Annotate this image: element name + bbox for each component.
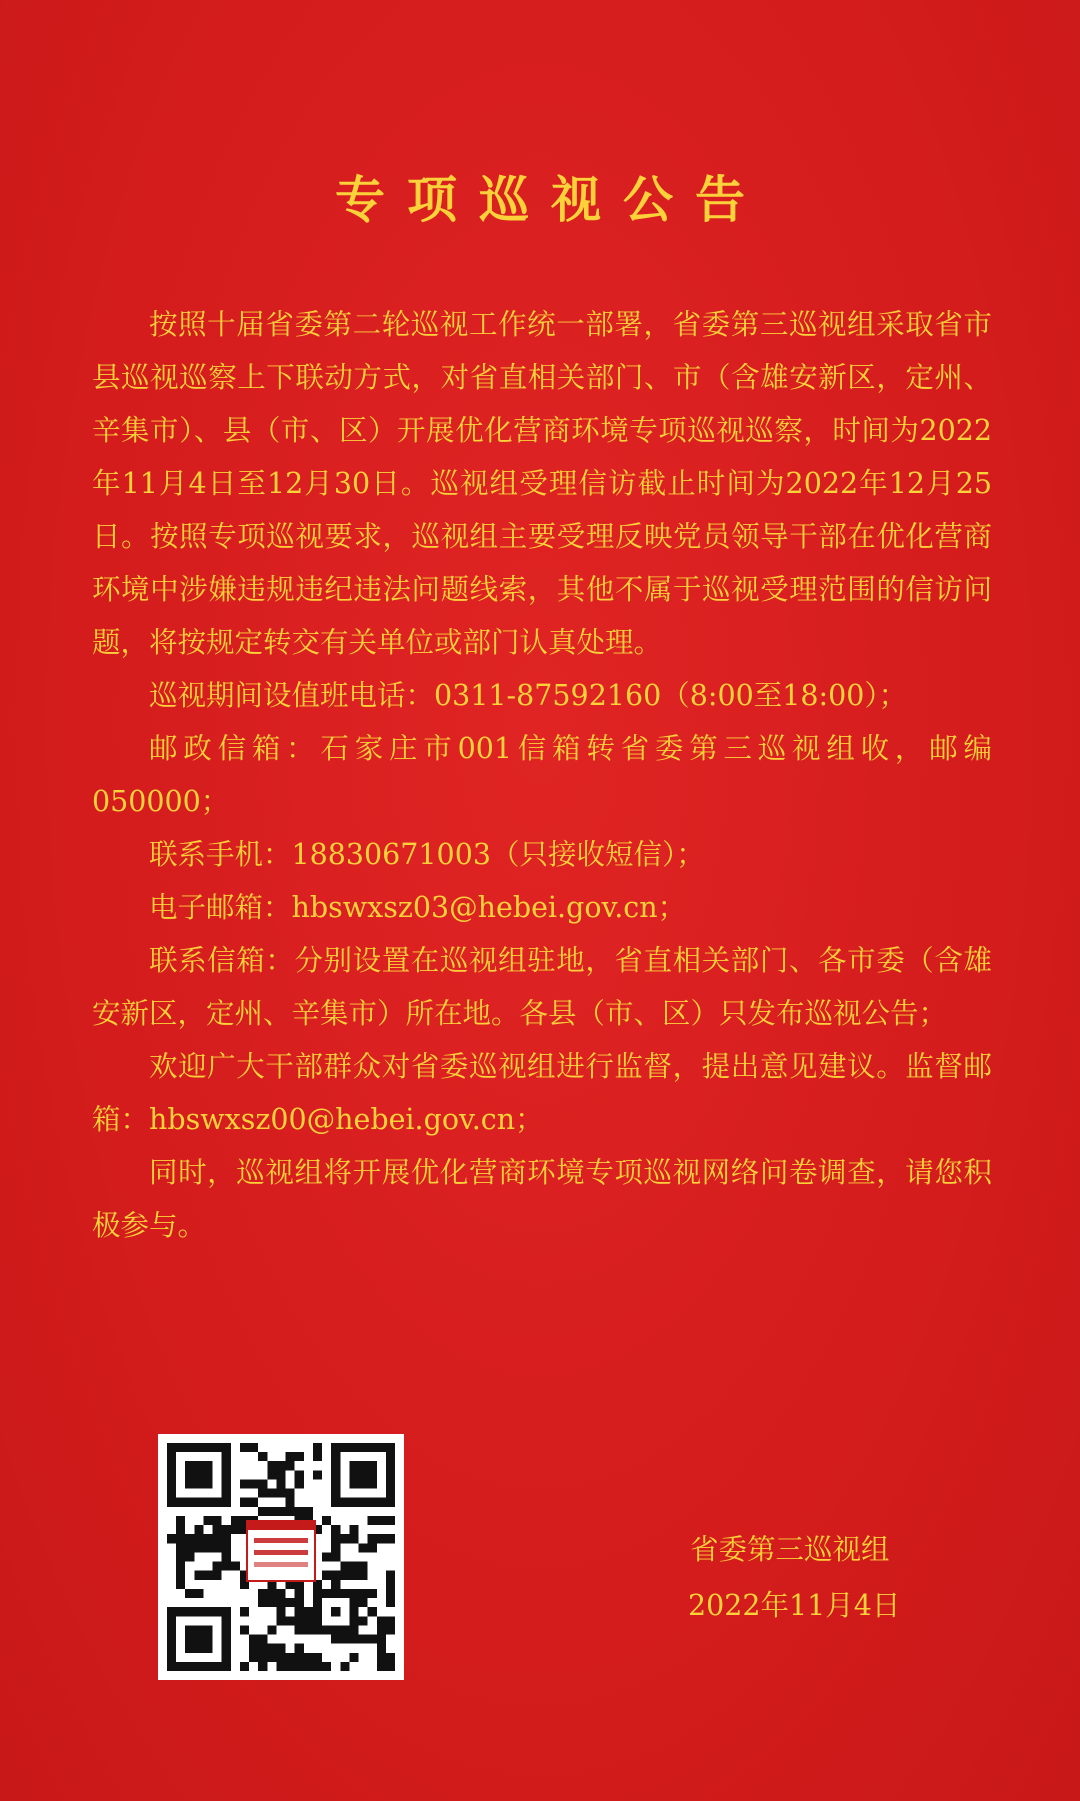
survey-qr-code[interactable]	[158, 1434, 404, 1680]
notice-title: 专项巡视公告	[335, 171, 767, 229]
mobile-paragraph: 联系手机：18830671003（只接收短信）；	[149, 838, 705, 871]
signature-date: 2022年11月4日	[688, 1589, 901, 1622]
postbox-paragraph: 邮政信箱：石家庄市001信箱转省委第三巡视组收，邮编050000；	[92, 732, 992, 818]
hotline-paragraph: 巡视期间设值班电话：0311-87592160（8:00至18:00）；	[149, 679, 908, 712]
survey-paragraph: 同时，巡视组将开展优化营商环境专项巡视网络问卷调查，请您积极参与。	[92, 1156, 992, 1242]
notice-body	[92, 298, 992, 1252]
email-paragraph: 电子邮箱：hbswxsz03@hebei.gov.cn；	[149, 891, 687, 924]
mailbox-paragraph: 联系信箱：分别设置在巡视组驻地，省直相关部门、各市委（含雄安新区，定州、辛集市）所在地。各县（市、区）只发布巡视公告；	[92, 944, 992, 1030]
supervision-paragraph: 欢迎广大干部群众对省委巡视组进行监督，提出意见建议。监督邮箱：hbswxsz00@hebei.gov.cn；	[92, 1050, 992, 1136]
intro-paragraph: 按照十届省委第二轮巡视工作统一部署，省委第三巡视组采取省市县巡视巡察上下联动方式，对省直相关部门、市（含雄安新区，定州、辛集市）、县（市、区）开展优化营商环境专项巡视巡察，时间为2022年11月4日至12月30日。巡视组受理信访截止时间为2022年12月25日。按照专项巡视要求，巡视组主要受理反映党员领导干部在优化营商环境中涉嫌违规违纪违法问题线索，其他不属于巡视受理范围的信访问题，将按规定转交有关单位或部门认真处理。	[92, 308, 992, 659]
signature-org: 省委第三巡视组	[690, 1533, 890, 1566]
qr-center-logo	[246, 1520, 316, 1582]
